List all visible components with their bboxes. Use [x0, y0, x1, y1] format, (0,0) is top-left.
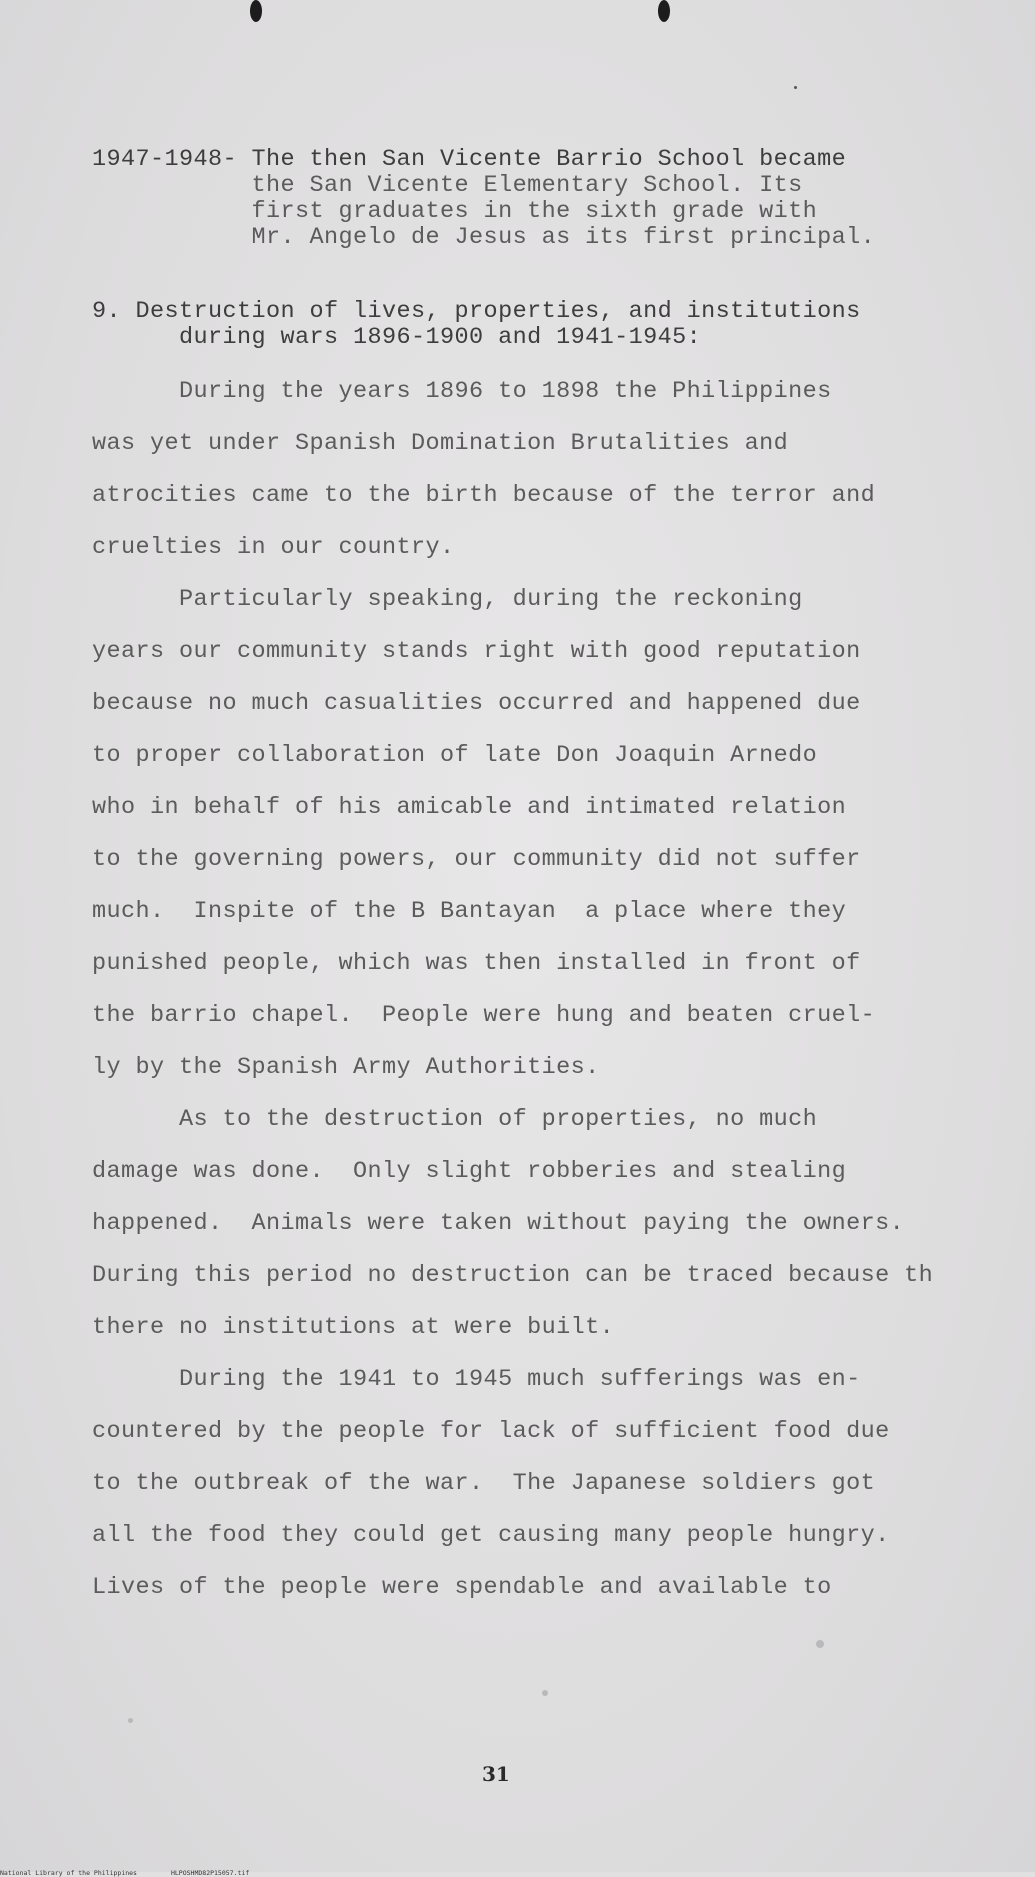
text-line: who in behalf of his amicable and intimated relation: [92, 794, 847, 821]
text-line: the San Vicente Elementary School. Its: [92, 172, 803, 199]
text-line: because no much casualities occurred and happened due: [92, 690, 861, 717]
text-line: cruelties in our country.: [92, 534, 455, 561]
text-line: As to the destruction of properties, no much: [92, 1106, 818, 1133]
text-line: Mr. Angelo de Jesus as its first principal.: [92, 224, 876, 251]
text-line: During the 1941 to 1945 much sufferings was en-: [92, 1366, 861, 1393]
text-line: first graduates in the sixth grade with: [92, 198, 818, 225]
text-line: much. Inspite of the B Bantayan a place where they: [92, 898, 847, 925]
text-line: punished people, which was then installed in front of: [92, 950, 861, 977]
text-line: the barrio chapel. People were hung and beaten cruel-: [92, 1002, 876, 1029]
paper-speck: [128, 1718, 133, 1723]
page-number: 31: [482, 1762, 510, 1786]
text-line: During the years 1896 to 1898 the Philippines: [92, 378, 832, 405]
text-line: to the governing powers, our community did not suffer: [92, 846, 861, 873]
text-line: 1947-1948- The then San Vicente Barrio School became: [92, 146, 847, 173]
paper-speck: [816, 1640, 824, 1648]
text-line: ly by the Spanish Army Authorities.: [92, 1054, 600, 1081]
text-line: was yet under Spanish Domination Brutalities and: [92, 430, 789, 457]
section-heading: 9. Destruction of lives, properties, and institutions: [92, 298, 861, 325]
punch-hole-right: [658, 0, 670, 22]
punch-hole-left: [250, 0, 262, 22]
text-line: all the food they could get causing many people hungry.: [92, 1522, 890, 1549]
paper-speck: [794, 86, 797, 89]
footer-library: National Library of the Philippines: [0, 1869, 137, 1877]
paper-speck: [542, 1690, 548, 1696]
text-line: years our community stands right with good reputation: [92, 638, 861, 665]
text-line: to the outbreak of the war. The Japanese soldiers got: [92, 1470, 876, 1497]
text-line: atrocities came to the birth because of the terror and: [92, 482, 876, 509]
section-heading: during wars 1896-1900 and 1941-1945:: [92, 324, 702, 351]
footer-file: HLPOSHMD82P15057.tif: [170, 1869, 250, 1877]
text-line: Particularly speaking, during the reckoning: [92, 586, 803, 613]
text-line: Lives of the people were spendable and available to: [92, 1574, 832, 1601]
text-line: happened. Animals were taken without paying the owners.: [92, 1210, 905, 1237]
text-line: there no institutions at were built.: [92, 1314, 615, 1341]
text-line: countered by the people for lack of sufficient food due: [92, 1418, 890, 1445]
text-line: damage was done. Only slight robberies and stealing: [92, 1158, 847, 1185]
text-line: to proper collaboration of late Don Joaquin Arnedo: [92, 742, 818, 769]
text-line: During this period no destruction can be traced because th: [92, 1262, 934, 1289]
